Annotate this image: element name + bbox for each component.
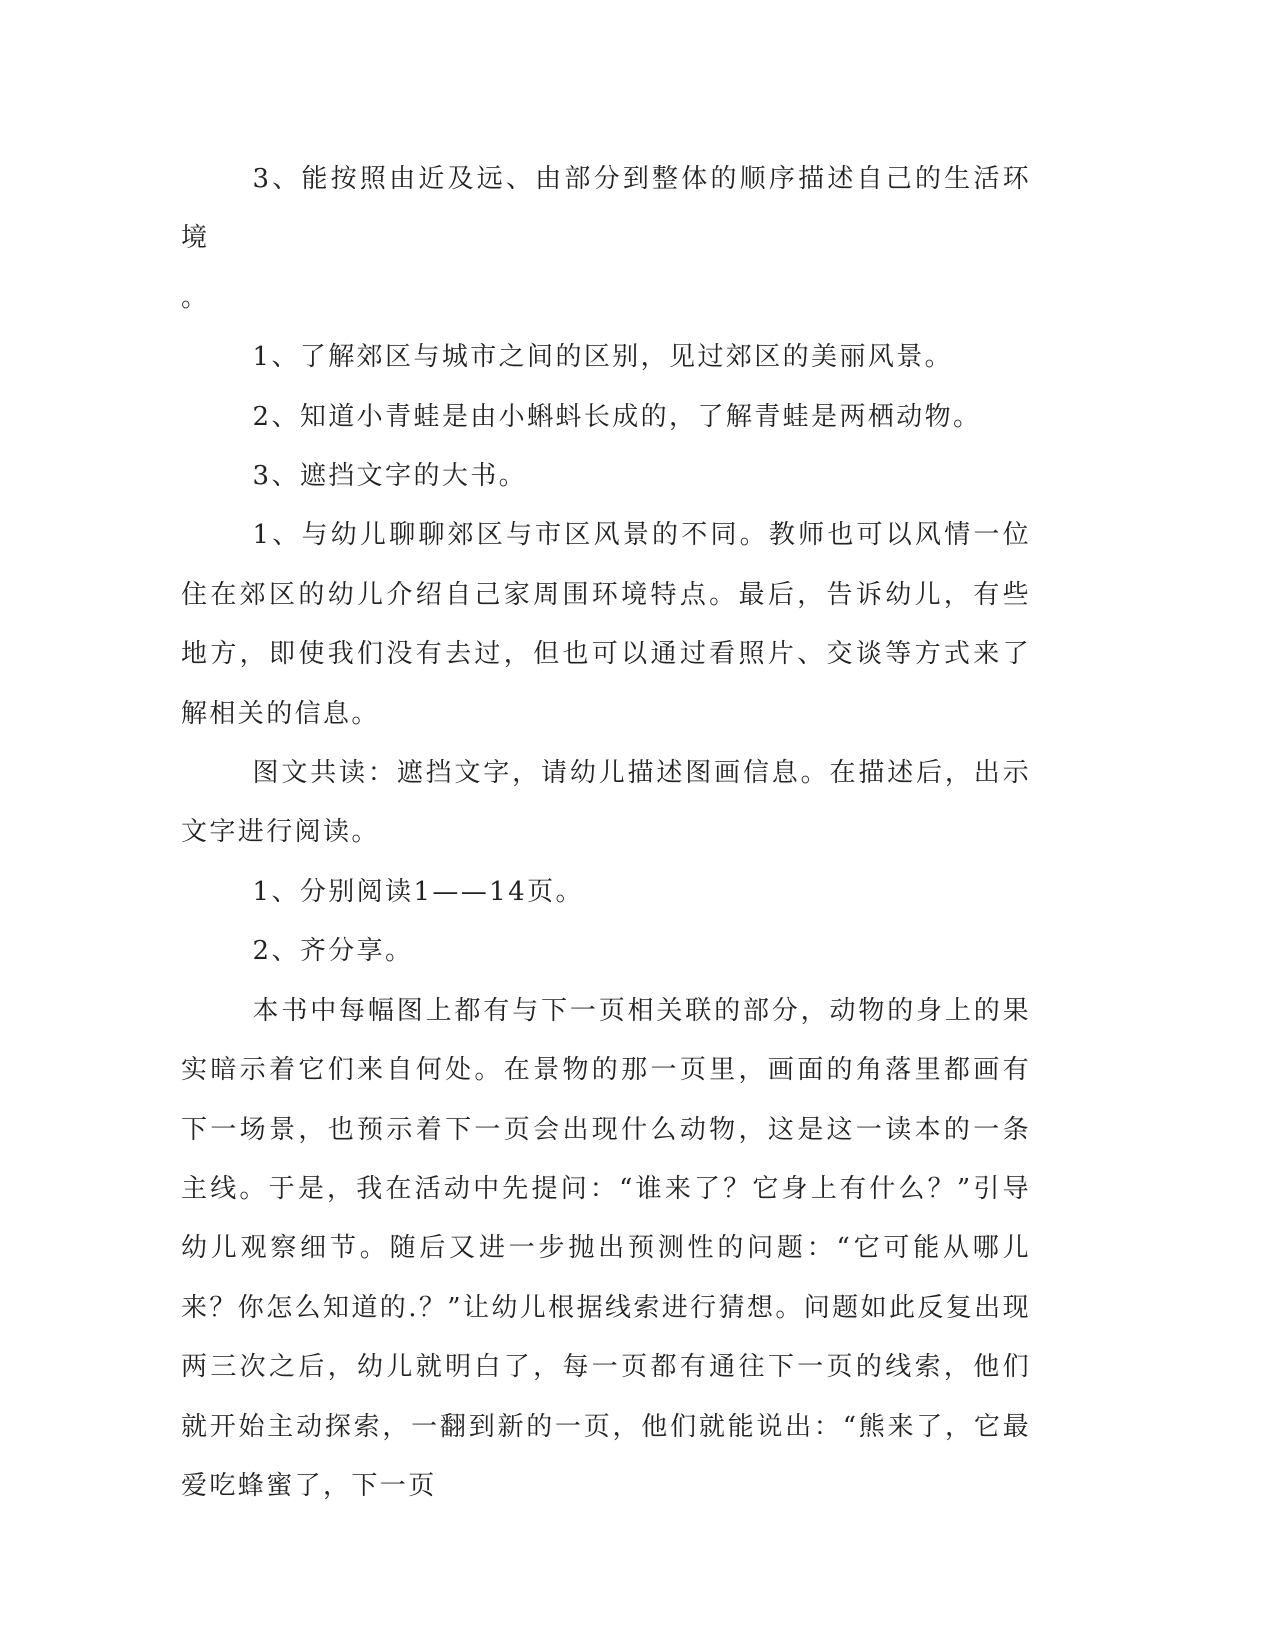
paragraph-prep-1: 1、了解郊区与城市之间的区别，见过郊区的美丽风景。 (252, 342, 954, 373)
paragraph-process-1: 1、与幼儿聊聊郊区与市区风景的不同。教师也可以风情一位住在郊区的幼儿介绍自己家周围环境特点。最后，告诉幼儿，有些地方，即使我们没有去过，但也可以通过看照片、交谈等方式来了解相关的信息。 (181, 520, 1031, 729)
paragraph-reflection: 本书中每幅图上都有与下一页相关联的部分，动物的身上的果实暗示着它们来自何处。在景物的那一页里，画面的角落里都画有下一场景，也预示着下一页会出现什么动物，这是这一读本的一条主线。于是，我在活动中先提问：“谁来了？它身上有什么？”引导幼儿观察细节。随后又进一步抛出预测性的问题：“它可能从哪儿来？你怎么知道的.？”让幼儿根据线索进行猜想。问题如此反复出现两三次之后，幼儿就明白了，每一页都有通往下一页的线索，他们就开始主动探索，一翻到新的一页，他们就能说出：“熊来了，它最爱吃蜂蜜了，下一页 (181, 995, 1031, 1501)
paragraph-goal-3: 3、能按照由近及远、由部分到整体的顺序描述自己的生活环境 (181, 164, 1031, 254)
document-page (181, 150, 1031, 1516)
paragraph-reading-1: 1、分别阅读1——14页。 (252, 876, 584, 907)
paragraph-prep-2: 2、知道小青蛙是由小蝌蚪长成的，了解青蛙是两栖动物。 (252, 401, 982, 432)
paragraph-reading-2: 2、齐分享。 (252, 936, 414, 967)
paragraph-goal-3-end: 。 (181, 282, 210, 313)
paragraph-prep-3: 3、遮挡文字的大书。 (252, 461, 528, 492)
paragraph-shared-reading: 图文共读：遮挡文字，请幼儿描述图画信息。在描述后，出示文字进行阅读。 (181, 758, 1031, 848)
